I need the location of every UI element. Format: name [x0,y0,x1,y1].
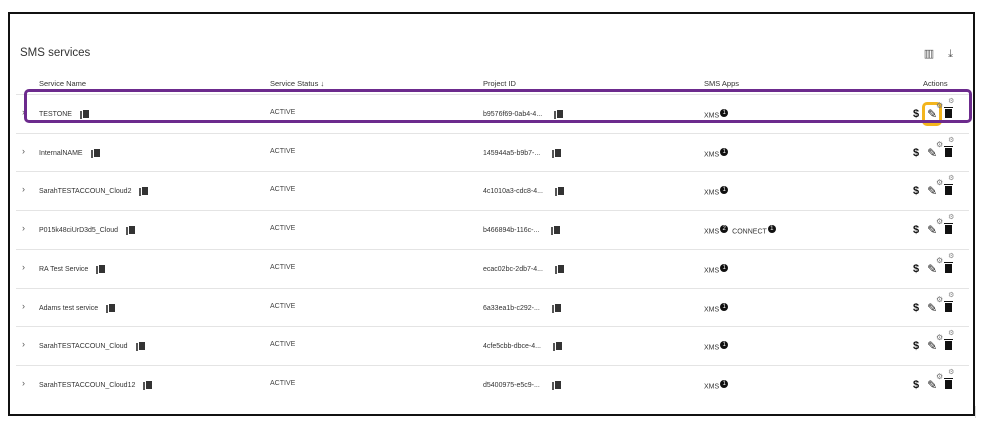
sms-apps [704,225,780,235]
project-id [483,380,560,390]
gear-icon: ⚙ [935,333,944,343]
project-id-text: b9576f69-0ab4-4... [483,110,543,118]
copy-icon[interactable] [96,264,104,274]
copy-icon[interactable] [552,380,560,390]
gear-icon: ⚙ [948,291,955,299]
service-name-text: InternalNAME [39,149,83,157]
table-row[interactable] [16,94,969,132]
sms-apps [704,303,732,313]
service-name [39,186,147,196]
expand-chevron-icon[interactable]: › [22,261,25,272]
trash-icon [945,264,952,273]
service-name [39,380,151,390]
sms-app-count-badge: 2 [720,225,728,233]
copy-icon[interactable] [91,148,99,158]
service-name-text: RA Test Service [39,265,89,273]
billing-dollar-icon[interactable]: $ [913,340,920,353]
pencil-icon: ✎ [927,145,938,160]
gear-icon: ⚙ [948,175,955,183]
sms-services-panel [8,12,975,416]
copy-icon[interactable] [80,109,88,119]
row-actions [913,368,955,394]
copy-icon[interactable] [554,109,562,119]
gear-icon: ⚙ [948,98,955,105]
gear-icon: ⚙ [935,217,944,227]
trash-icon [945,109,952,118]
expand-chevron-icon[interactable]: › [22,300,25,311]
service-name-text: TESTONE [39,110,72,118]
sms-app-label: XMS [704,344,720,352]
service-name-text: SarahTESTACCOUN_Cloud12 [39,381,136,389]
row-actions [913,252,955,278]
copy-icon[interactable] [552,148,560,158]
delete-button[interactable] [945,330,955,355]
sms-app-count-badge: 1 [720,380,728,388]
gear-icon: ⚙ [935,255,944,265]
delete-button[interactable] [945,98,955,123]
pencil-icon: ✎ [927,377,938,392]
table-row[interactable] [16,326,969,364]
gear-icon: ⚙ [948,214,955,222]
service-name-text: Adams test service [39,304,99,312]
project-id-text: 6a33ea1b-c292-... [483,304,540,312]
page-title: SMS services [20,47,91,59]
pencil-icon: ✎ [927,261,938,276]
service-status: ACTIVE [270,225,296,233]
copy-icon[interactable] [551,225,559,235]
service-status: ACTIVE [270,186,296,194]
billing-dollar-icon[interactable]: $ [913,301,920,314]
sms-apps [704,380,732,390]
service-status: ACTIVE [270,379,296,387]
gear-icon: ⚙ [935,371,944,381]
sms-apps [704,341,732,351]
pencil-icon: ✎ [927,223,938,238]
col-header-actions: Actions [923,79,948,88]
table-row[interactable] [16,133,969,171]
project-id [483,225,559,235]
sms-app-count-badge: 1 [720,109,728,117]
sms-app-label: XMS [704,305,720,313]
sms-app-label: XMS [704,267,720,275]
gear-icon: ⚙ [948,136,955,144]
col-header-sms-apps[interactable]: SMS Apps [704,79,740,88]
scrollbar[interactable] [975,406,976,418]
edit-button[interactable] [925,217,944,239]
sms-app-count-badge: 1 [720,148,728,156]
sms-apps [704,264,732,274]
table-row[interactable] [16,288,969,326]
trash-icon [945,380,952,389]
sms-app-count-badge: 1 [720,264,728,272]
edit-button[interactable] [925,178,944,200]
sms-apps [704,148,732,158]
delete-button[interactable] [945,136,955,162]
delete-button[interactable] [945,252,955,278]
table-row[interactable] [16,171,969,209]
pencil-icon: ✎ [927,339,938,354]
col-header-service-status[interactable]: Service Status ↓ [270,79,325,88]
sms-app-label: XMS [704,228,720,236]
project-id [483,341,561,351]
table-row[interactable] [16,365,969,403]
pencil-icon: ✎ [927,300,938,315]
edit-button[interactable] [925,294,944,317]
sms-app-label: XMS [704,151,720,159]
sms-app-count-badge: 1 [720,303,728,311]
columns-icon[interactable]: ▥ [923,48,935,60]
row-actions [913,330,955,355]
trash-icon [945,341,952,350]
billing-dollar-icon[interactable]: $ [913,108,920,120]
project-id [483,303,560,313]
sms-app-label: XMS [704,112,720,120]
service-name [39,264,104,274]
billing-dollar-icon[interactable]: $ [913,224,920,237]
expand-chevron-icon[interactable]: › [22,339,25,350]
gear-icon: ⚙ [948,368,955,376]
col-header-service-name[interactable]: Service Name [39,79,87,88]
delete-button[interactable] [945,175,955,200]
expand-chevron-icon[interactable]: › [22,223,25,234]
project-id [483,109,562,119]
sms-app-count-badge: 1 [768,225,776,233]
row-actions [913,175,955,200]
expand-chevron-icon[interactable]: › [22,377,25,388]
service-name-text: SarahTESTACCOUN_Cloud [39,343,128,351]
expand-chevron-icon[interactable]: › [22,107,25,117]
copy-icon[interactable] [126,225,134,235]
edit-button[interactable] [925,139,944,162]
sms-app-label: XMS [704,189,720,197]
service-name [39,341,144,351]
gear-icon: ⚙ [948,252,955,260]
trash-icon [945,148,952,157]
project-id-text: 4c1010a3-cdc8-4... [483,188,543,196]
pencil-icon: ✎ [927,107,938,121]
project-id-text: d5400975-e5c9-... [483,381,540,389]
expand-chevron-icon[interactable]: › [22,184,25,195]
project-id-text: 4cfe5cbb-dbce-4... [483,343,541,351]
project-id [483,264,563,274]
gear-icon: ⚙ [935,139,944,149]
trash-icon [945,186,952,195]
edit-button[interactable] [925,371,944,394]
project-id-text: ecac02bc-2db7-4... [483,265,543,273]
table-toolbar [924,49,953,60]
copy-icon[interactable] [106,303,114,313]
service-name [39,303,114,313]
project-id-text: b466894b-116c-... [483,226,540,234]
service-status: ACTIVE [270,302,296,310]
service-status: ACTIVE [270,109,296,116]
row-actions [913,214,955,239]
service-status: ACTIVE [270,147,296,155]
billing-dollar-icon[interactable]: $ [913,378,920,391]
copy-icon[interactable] [143,380,151,390]
copy-icon[interactable] [136,341,144,351]
service-status: ACTIVE [270,341,296,349]
edit-button[interactable] [925,333,944,355]
sms-apps [704,186,732,196]
delete-button[interactable] [945,368,955,394]
billing-dollar-icon[interactable]: $ [913,262,920,275]
service-name [39,109,88,119]
gear-icon: ⚙ [935,101,944,110]
sms-app-count-badge: 1 [720,341,728,349]
delete-button[interactable] [945,214,955,239]
billing-dollar-icon[interactable]: $ [913,185,920,198]
expand-chevron-icon[interactable]: › [22,145,25,156]
delete-button[interactable] [945,291,955,317]
col-header-project-id[interactable]: Project ID [483,79,516,88]
service-status: ACTIVE [270,263,296,271]
trash-icon [945,303,952,312]
sms-app-count-badge: 1 [720,186,728,194]
copy-icon[interactable] [139,186,147,196]
copy-icon[interactable] [552,303,560,313]
gear-icon: ⚙ [935,294,944,304]
copy-icon[interactable] [555,264,563,274]
edit-button[interactable] [925,255,944,278]
service-name [39,148,99,158]
table-row[interactable] [16,249,969,287]
service-name [39,225,134,235]
service-name-text: SarahTESTACCOUN_Cloud2 [39,188,132,196]
sms-apps [704,109,732,119]
row-actions [913,291,955,317]
sms-app-label: XMS [704,383,720,391]
copy-icon[interactable] [553,341,561,351]
pencil-icon: ✎ [927,184,938,199]
project-id [483,148,560,158]
table-row[interactable] [16,210,969,248]
edit-button[interactable] [925,101,944,123]
billing-dollar-icon[interactable]: $ [913,146,920,159]
download-icon[interactable]: ⤓ [948,48,953,60]
project-id [483,186,563,196]
sms-app-label: CONNECT [732,228,767,236]
copy-icon[interactable] [555,186,563,196]
gear-icon: ⚙ [935,178,944,188]
service-name-text: P015k48ciUrD3d5_Cloud [39,226,118,234]
project-id-text: 145944a5-b9b7-... [483,149,541,157]
row-actions [913,98,955,123]
row-actions [913,136,955,162]
trash-icon [945,225,952,234]
gear-icon: ⚙ [948,330,955,338]
